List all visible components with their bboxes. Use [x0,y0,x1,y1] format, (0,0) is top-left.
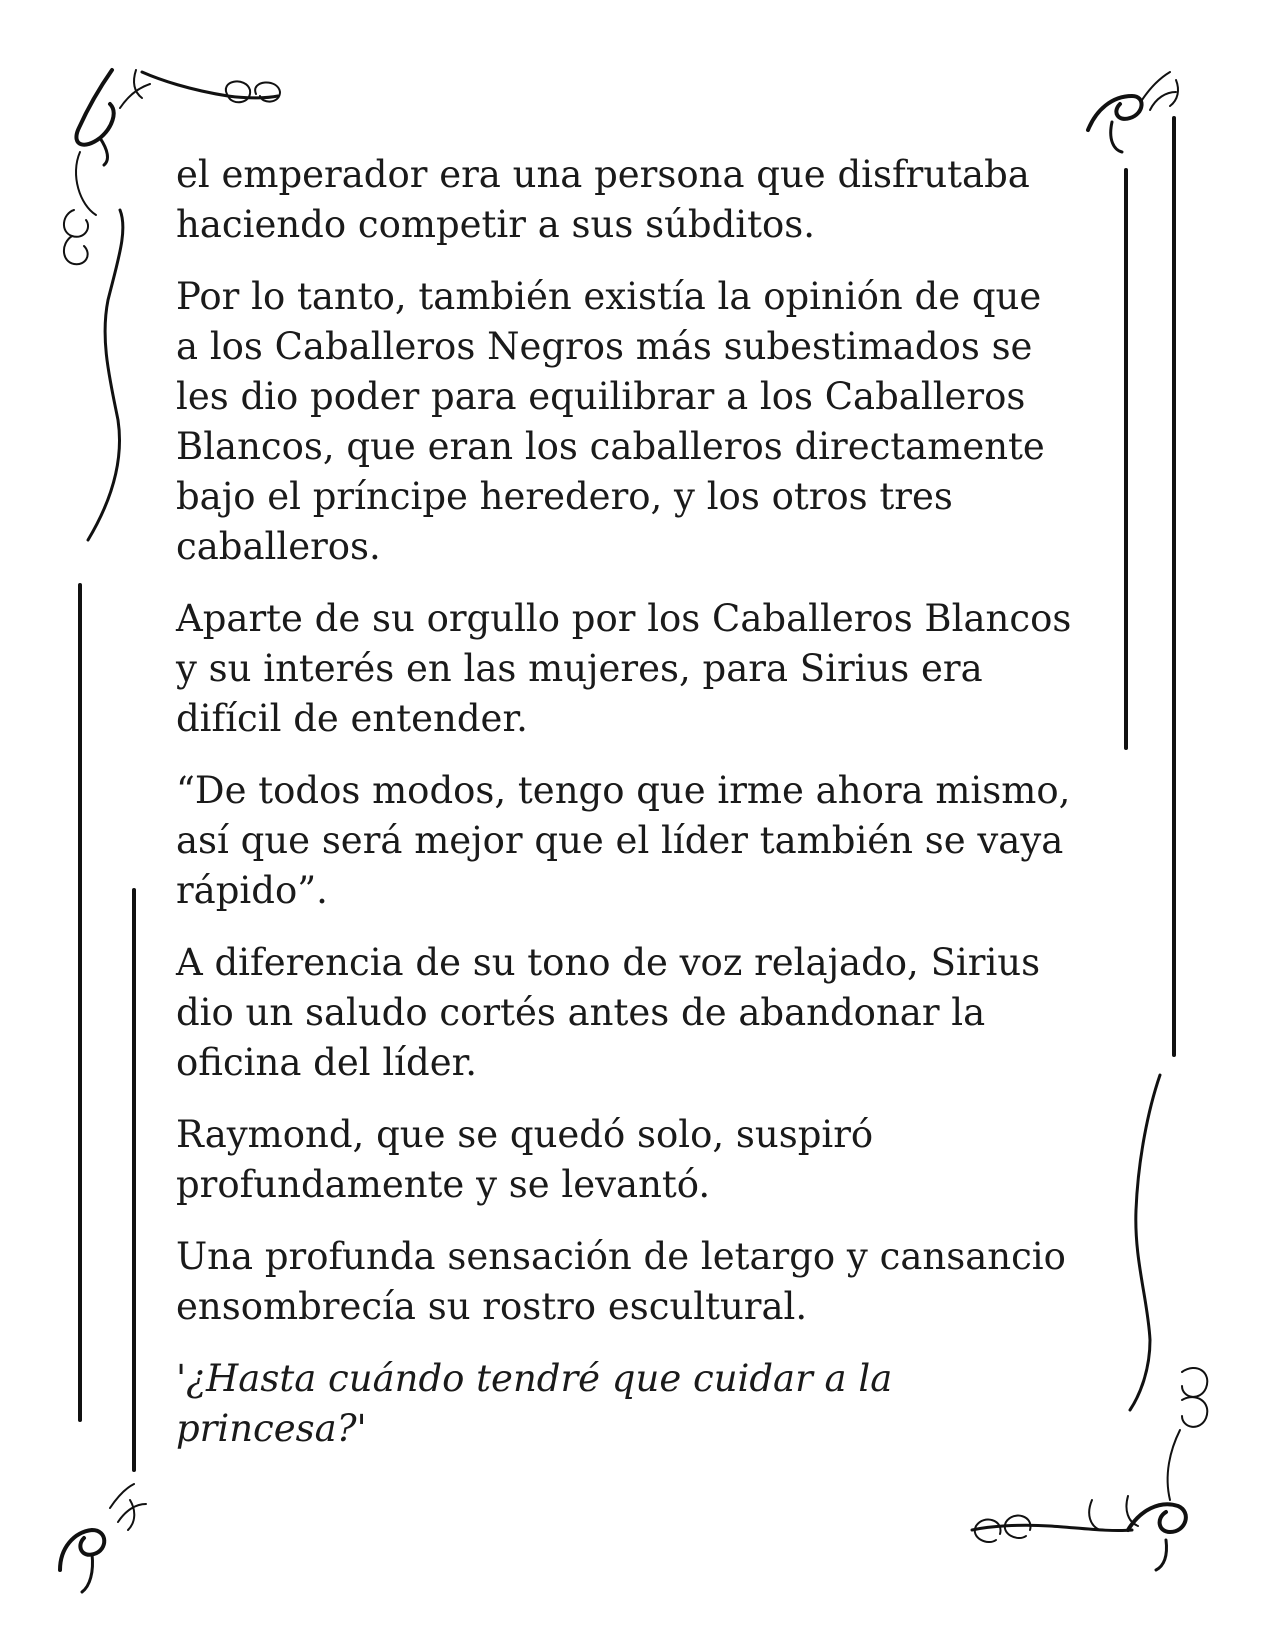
paragraph-3: Aparte de su orgullo por los Caballeros Blancos y su interés en las mujeres, para Sirius era difícil de entender. [176,597,1072,740]
paragraph-6: Raymond, que se quedó solo, suspiró profundamente y se levantó. [176,1113,874,1206]
paragraph-8-thought: '¿Hasta cuándo tendré que cuidar a la princesa?' [176,1357,893,1450]
flourish-top-right-icon [1088,72,1178,152]
paragraph-4: “De todos modos, tengo que irme ahora mismo, así que será mejor que el líder también se vaya rápido”. [176,769,1071,912]
paragraph-2: Por lo tanto, también existía la opinión de que a los Caballeros Negros más subestimados se les dio poder para equilibrar a los Caballeros Blancos, que eran los caballeros directamente bajo el príncipe heredero, y los otros tres caballeros. [176,275,1045,568]
paragraph-1: el emperador era una persona que disfrutaba haciendo competir a sus súbditos. [176,153,1030,246]
paragraph-7: Una profunda sensación de letargo y cansancio ensombrecía su rostro escultural. [176,1235,1066,1328]
paragraph-5: A diferencia de su tono de voz relajado, Sirius dio un saludo cortés antes de abandonar la oficina del líder. [176,941,1041,1084]
text-body [176,150,1106,1476]
flourish-bottom-left-icon [60,1484,146,1592]
